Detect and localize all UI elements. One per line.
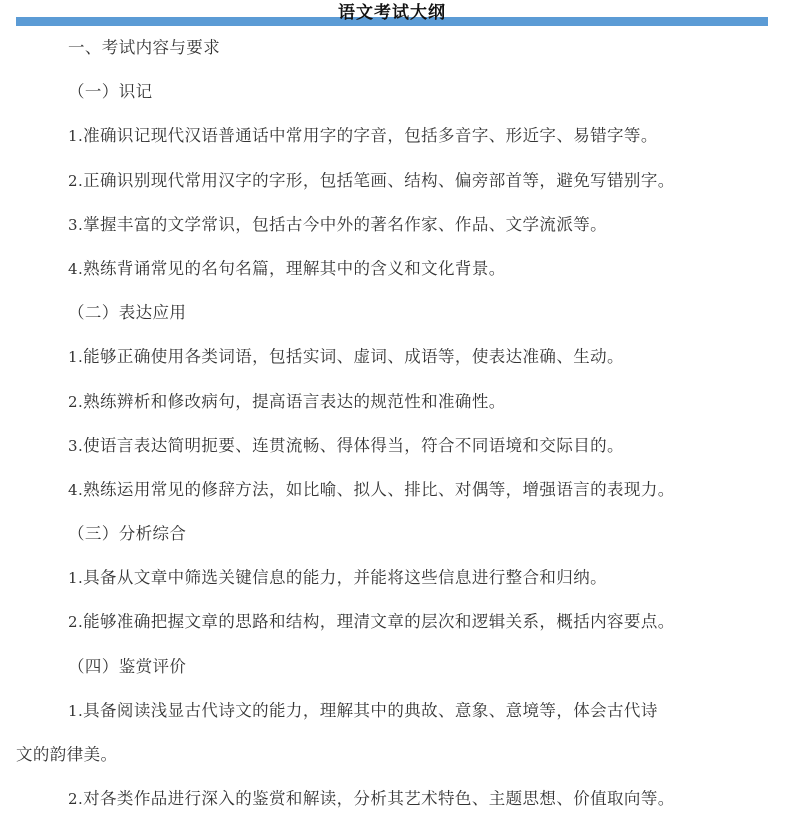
list-item — [16, 689, 768, 733]
item-number: 2. — [68, 613, 84, 632]
item-text: 正确识别现代常用汉字的字形，包括笔画、结构、偏旁部首等，避免写错别字。 — [83, 170, 675, 190]
item-number: 4. — [68, 480, 84, 499]
item-number: 2. — [68, 171, 84, 190]
item-number: 1. — [68, 701, 84, 720]
subsection-heading: （一）识记 — [68, 82, 153, 102]
list-item — [16, 203, 768, 247]
list-item — [16, 424, 768, 468]
item-number: 2. — [68, 392, 84, 411]
list-item — [16, 335, 768, 379]
section-heading: 一、考试内容与要求 — [68, 38, 221, 57]
document-body — [16, 26, 768, 821]
item-number: 2. — [68, 790, 84, 809]
item-number: 1. — [68, 127, 84, 146]
item-text: 具备阅读浅显古代诗文的能力，理解其中的典故、意象、意境等，体会古代诗 — [83, 700, 658, 720]
item-text: 准确识记现代汉语普通话中常用字的字音，包括多音字、形近字、易错字等。 — [83, 126, 658, 146]
item-text: 熟练辨析和修改病句，提高语言表达的规范性和准确性。 — [83, 391, 506, 411]
list-item — [16, 380, 768, 424]
item-number: 3. — [68, 436, 84, 455]
page-title: 语文考试大纲 — [338, 3, 446, 23]
item-number: 4. — [68, 259, 84, 278]
item-text: 能够正确使用各类词语，包括实词、虚词、成语等，使表达准确、生动。 — [83, 347, 624, 367]
item-number: 3. — [68, 215, 84, 234]
item-text: 熟练运用常见的修辞方法，如比喻、拟人、排比、对偶等，增强语言的表现力。 — [83, 479, 675, 499]
subsection-heading: （四）鉴赏评价 — [68, 656, 187, 676]
list-item — [16, 556, 768, 600]
subsection-heading: （三）分析综合 — [68, 524, 187, 544]
subsection-heading: （二）表达应用 — [68, 303, 187, 323]
item-number: 1. — [68, 348, 84, 367]
list-item — [16, 114, 768, 158]
item-number: 1. — [68, 569, 84, 588]
list-item — [16, 468, 768, 512]
item-text: 对各类作品进行深入的鉴赏和解读，分析其艺术特色、主题思想、价值取向等。 — [83, 789, 675, 809]
item-text: 使语言表达简明扼要、连贯流畅、得体得当，符合不同语境和交际目的。 — [83, 435, 624, 455]
title-bar — [16, 0, 768, 26]
item-text: 能够准确把握文章的思路和结构，理清文章的层次和逻辑关系，概括内容要点。 — [83, 612, 675, 632]
item-text: 具备从文章中筛选关键信息的能力，并能将这些信息进行整合和归纳。 — [83, 568, 608, 588]
list-item — [16, 159, 768, 203]
list-item — [16, 247, 768, 291]
item-text: 熟练背诵常见的名句名篇，理解其中的含义和文化背景。 — [83, 258, 506, 278]
list-item — [16, 600, 768, 644]
item-text: 掌握丰富的文学常识，包括古今中外的著名作家、作品、文学流派等。 — [83, 214, 608, 234]
list-item-continuation: 文的韵律美。 — [16, 745, 118, 764]
list-item — [16, 777, 768, 821]
